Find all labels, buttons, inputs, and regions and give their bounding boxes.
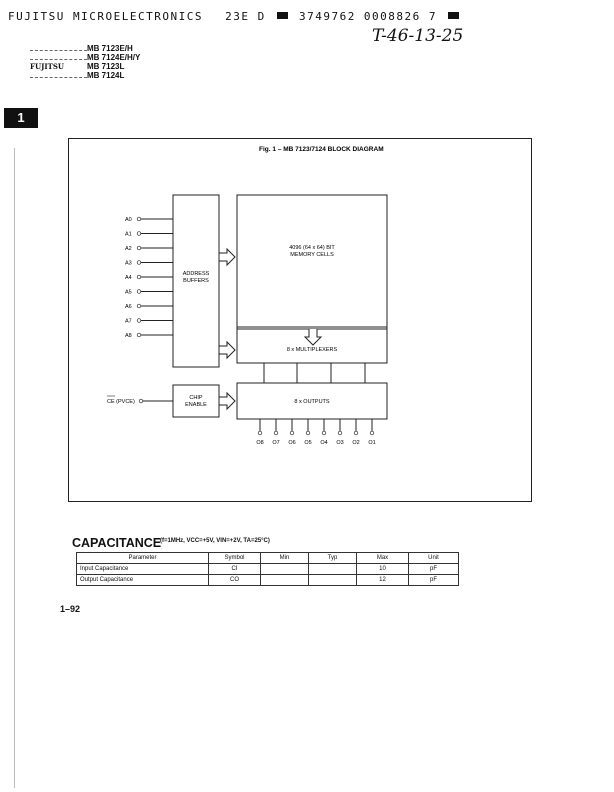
input-pin-icon <box>137 275 141 279</box>
output-pin-label: O5 <box>304 440 312 446</box>
table-cell <box>261 564 309 575</box>
handwritten-reference: T-46-13-25 <box>372 26 464 46</box>
input-pin-icon <box>137 290 141 294</box>
document-number: 3749762 0008826 7 <box>298 10 438 23</box>
page-edge-line <box>14 148 15 788</box>
address-pin-label: A4 <box>125 275 132 281</box>
input-pin-icon <box>137 319 141 323</box>
arrow-to-multiplexers-icon <box>219 342 235 358</box>
model-row <box>30 44 210 53</box>
output-pin-label: O1 <box>368 440 376 446</box>
table-row <box>77 575 459 586</box>
address-pin-label: A3 <box>125 260 132 267</box>
black-marker-icon <box>448 12 459 19</box>
model-list <box>30 44 210 80</box>
table-cell: pF <box>409 564 459 575</box>
outputs-label: 8 x OUTPUTS <box>294 399 330 405</box>
black-marker-icon <box>277 12 288 19</box>
table-cell <box>261 575 309 586</box>
address-buffers-label-2: BUFFERS <box>183 278 209 284</box>
chip-enable-block <box>173 385 219 417</box>
arrow-to-memory-icon <box>219 249 235 265</box>
chip-enable-input-label: CE (PVCE) <box>107 399 135 405</box>
model-part: MB 7124L <box>87 71 125 80</box>
brand-logo: FUJITSU <box>30 62 65 71</box>
memory-cells-block <box>237 195 387 329</box>
address-buffers-label-1: ADDRESS <box>182 271 210 277</box>
chip-enable-label-1: CHIP <box>189 395 203 401</box>
address-pin-label: A0 <box>125 217 132 223</box>
output-pin-label: O3 <box>336 440 344 446</box>
capacitance-table <box>76 552 459 586</box>
address-pin-label: A8 <box>125 333 132 339</box>
arrow-to-outputs-icon <box>219 393 235 409</box>
model-row <box>30 71 210 80</box>
model-row <box>30 53 210 62</box>
table-cell: 12 <box>357 575 409 586</box>
output-pin-icon <box>306 431 310 435</box>
column-header: Typ <box>309 553 357 564</box>
input-pin-icon <box>137 246 141 250</box>
capacitance-conditions: (f=1MHz, VCC=+5V, VIN=+2V, TA=25°C) <box>160 538 270 544</box>
model-row <box>30 62 210 71</box>
output-pins <box>256 419 375 446</box>
memory-cells-label-2: MEMORY CELLS <box>290 252 334 258</box>
table-cell: CI <box>209 564 261 575</box>
chip-enable-label-2: ENABLE <box>185 402 207 408</box>
output-pin-icon <box>290 431 294 435</box>
output-pin-label: O2 <box>352 440 360 446</box>
output-pin-icon <box>370 431 374 435</box>
document-header <box>8 10 458 23</box>
logo-line-icon <box>30 44 87 51</box>
table-cell <box>309 564 357 575</box>
table-cell: 10 <box>357 564 409 575</box>
header-code: 23E D <box>225 10 266 23</box>
column-header: Max <box>357 553 409 564</box>
output-pin-label: O7 <box>272 440 280 446</box>
output-pin-icon <box>338 431 342 435</box>
memory-cells-label-1: 4096 (64 x 64) BIT <box>289 245 335 251</box>
diagram-title: Fig. 1 – MB 7123/7124 BLOCK DIAGRAM <box>259 146 384 153</box>
input-pin-icon <box>139 399 143 403</box>
model-part: MB 7124E/H/Y <box>87 53 141 62</box>
block-diagram-frame <box>68 138 532 502</box>
output-pin-icon <box>354 431 358 435</box>
address-inputs <box>125 217 173 339</box>
logo-line-icon <box>30 71 87 78</box>
model-part: MB 7123E/H <box>87 44 133 53</box>
company-name: FUJITSU MICROELECTRONICS <box>8 10 203 23</box>
logo-line-icon <box>30 53 87 60</box>
capacitance-title: CAPACITANCE <box>72 536 162 550</box>
multiplexers-label: 8 x MULTIPLEXERS <box>286 347 338 353</box>
column-header: Parameter <box>77 553 209 564</box>
output-pin-icon <box>322 431 326 435</box>
address-pin-label: A2 <box>125 246 132 252</box>
column-header: Symbol <box>209 553 261 564</box>
output-pin-icon <box>258 431 262 435</box>
block-diagram-svg <box>69 139 531 501</box>
output-pin-label: O6 <box>288 440 296 446</box>
input-pin-icon <box>137 217 141 221</box>
column-header: Unit <box>409 553 459 564</box>
table-cell: CO <box>209 575 261 586</box>
output-pin-label: O4 <box>320 440 328 446</box>
section-tab-marker: 1 <box>4 108 38 128</box>
page-number: 1–92 <box>60 604 81 614</box>
table-cell <box>309 575 357 586</box>
table-cell: Output Capacitance <box>77 575 209 586</box>
output-pin-label: O8 <box>256 440 264 446</box>
column-header: Min <box>261 553 309 564</box>
table-cell: pF <box>409 575 459 586</box>
input-pin-icon <box>137 261 141 265</box>
address-pin-label: A5 <box>125 289 132 296</box>
table-row <box>77 564 459 575</box>
address-pin-label: A6 <box>125 304 132 310</box>
address-pin-label: A1 <box>125 231 132 238</box>
arrow-down-icon <box>305 329 321 345</box>
output-pin-icon <box>274 431 278 435</box>
input-pin-icon <box>137 232 141 236</box>
model-part: MB 7123L <box>87 62 125 71</box>
input-pin-icon <box>137 304 141 308</box>
table-cell: Input Capacitance <box>77 564 209 575</box>
input-pin-icon <box>137 333 141 337</box>
table-header-row <box>77 553 459 564</box>
address-pin-label: A7 <box>125 318 132 325</box>
